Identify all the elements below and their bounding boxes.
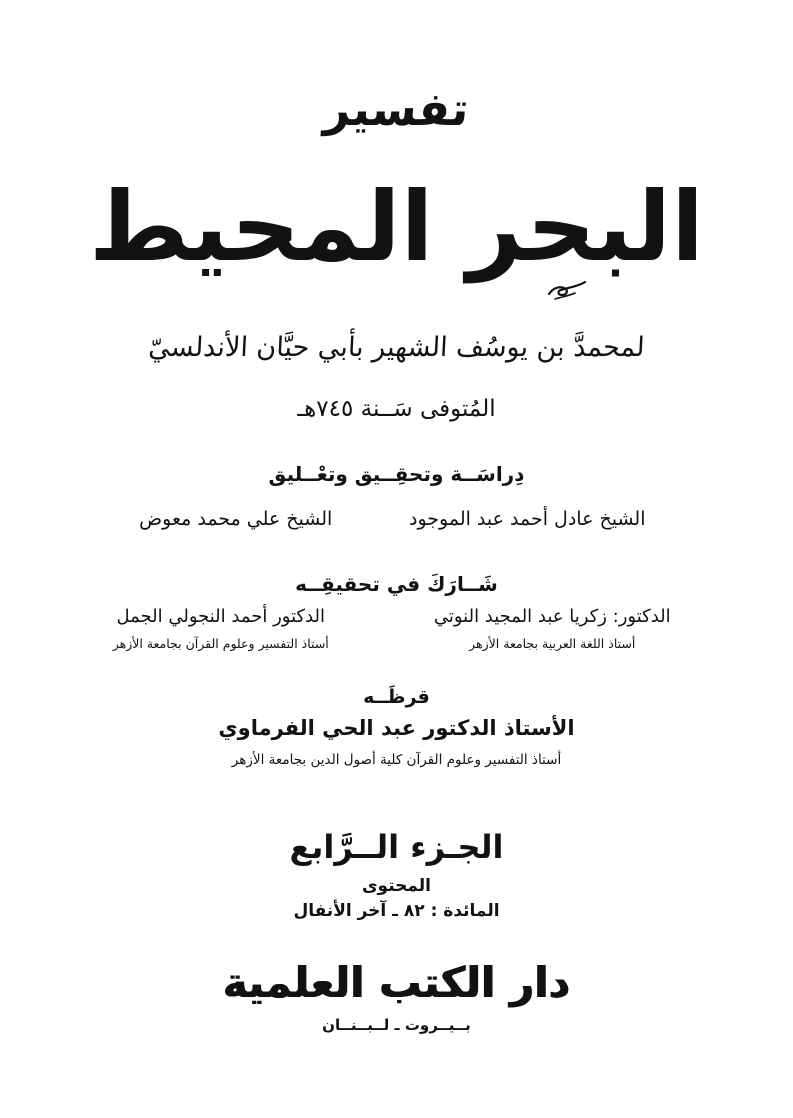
publisher-location: بــيــروت ـ لــبــنــان: [322, 1016, 471, 1034]
contributor-name-2: الدكتور أحمد النجولي الجمل: [116, 606, 326, 627]
endorser-title: أستاذ التفسير وعلوم القرآن كلية أصول الدين بجامعة الأزهر: [231, 752, 562, 768]
volume-label: الجـزء الــرَّابع: [289, 828, 504, 866]
contents-label: المحتوى: [361, 876, 432, 896]
participation-section-heading: شَــارَكَ في تحقيقِــه: [295, 572, 498, 596]
publisher-logo-text: دار الكتب العلمية: [222, 958, 571, 1007]
book-title: البحر المحيط: [89, 171, 704, 283]
contents-range: المائدة : ٨٢ ـ آخر الأنفال: [293, 901, 500, 921]
contributor-title-2: أستاذ التفسير وعلوم القرآن بجامعة الأزهر: [112, 636, 329, 651]
endorser-name: الأستاذ الدكتور عبد الحي الفرماوي: [218, 716, 575, 740]
contributor-name-1: الدكتور: زكريا عبد المجيد النوتي: [433, 606, 671, 627]
contributor-1: [387, 606, 719, 651]
contributors-row: [0, 606, 793, 651]
editing-section-heading: دِراسَــة وتحقِــيق وتعْــليق: [268, 462, 525, 486]
editors-row: [0, 508, 793, 530]
contributor-2: [55, 606, 387, 651]
contributor-title-1: أستاذ اللغة العربية بجامعة الأزهر: [469, 636, 636, 651]
editor-name-2: الشيخ علي محمد معوض: [139, 508, 333, 530]
author-byline: لمحمدَّ بن يوسُف الشهير بأبي حيَّان الأندلسيّ: [147, 332, 646, 363]
editor-name-1: الشيخ عادل أحمد عبد الموجود: [409, 508, 646, 530]
endorsement-section-heading: قرظَــه: [363, 686, 430, 708]
calligrapher-signature-icon: [545, 278, 587, 304]
author-death-note: المُتوفى سَــنة ٧٤٥هـ: [297, 396, 496, 422]
series-kicker: تفسير: [322, 82, 471, 136]
